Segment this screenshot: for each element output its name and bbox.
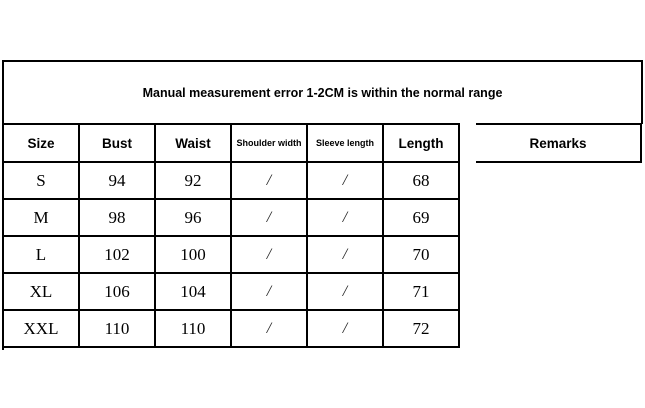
cell-length: 69 (383, 199, 459, 236)
cell-length: 72 (383, 310, 459, 347)
header-sleeve-length: Sleeve length (307, 124, 383, 162)
cell-size: XXL (3, 310, 79, 347)
cell-length: 68 (383, 162, 459, 199)
cell-waist: 104 (155, 273, 231, 310)
header-length: Length (383, 124, 459, 162)
cell-sleeve-length: / (307, 236, 383, 273)
measurement-note: Manual measurement error 1-2CM is within the normal range (142, 86, 503, 100)
cell-sleeve-length: / (307, 310, 383, 347)
header-waist: Waist (155, 124, 231, 162)
cell-bust: 106 (79, 273, 155, 310)
header-spacer (459, 124, 476, 162)
cell-shoulder-width: / (231, 199, 307, 236)
table-row (3, 162, 641, 199)
header-size: Size (3, 124, 79, 162)
cell-size: XL (3, 273, 79, 310)
header-bust: Bust (79, 124, 155, 162)
header-shoulder-width: Shoulder width (231, 124, 307, 162)
remarks-area (459, 162, 641, 347)
cell-sleeve-length: / (307, 273, 383, 310)
cell-bust: 102 (79, 236, 155, 273)
cell-length: 71 (383, 273, 459, 310)
cell-shoulder-width: / (231, 236, 307, 273)
size-table (2, 123, 642, 348)
cell-length: 70 (383, 236, 459, 273)
cell-waist: 100 (155, 236, 231, 273)
cell-size: S (3, 162, 79, 199)
cell-size: M (3, 199, 79, 236)
cell-waist: 110 (155, 310, 231, 347)
cell-sleeve-length: / (307, 199, 383, 236)
header-remarks: Remarks (476, 124, 641, 162)
cell-size: L (3, 236, 79, 273)
cell-shoulder-width: / (231, 162, 307, 199)
table-header-row (3, 124, 641, 162)
cell-bust: 98 (79, 199, 155, 236)
frame-right-border (641, 60, 643, 124)
cell-sleeve-length: / (307, 162, 383, 199)
cell-bust: 110 (79, 310, 155, 347)
cell-waist: 92 (155, 162, 231, 199)
cell-shoulder-width: / (231, 273, 307, 310)
cell-waist: 96 (155, 199, 231, 236)
cell-shoulder-width: / (231, 310, 307, 347)
cell-bust: 94 (79, 162, 155, 199)
